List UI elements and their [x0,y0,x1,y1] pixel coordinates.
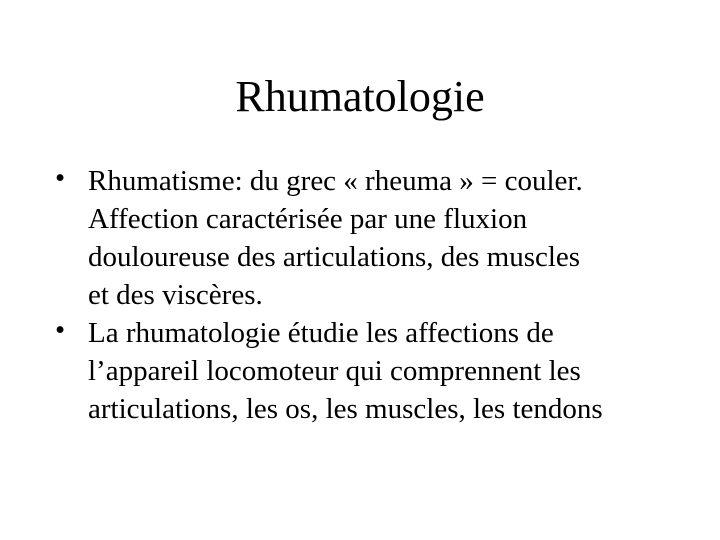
bullet-text-line: l’appareil locomoteur qui comprennent les [88,355,581,387]
bullet-item-rhumatisme [55,162,695,314]
bullet-text-line: Affection caractérisée par une fluxion [88,203,528,235]
bullet-item-rhumatologie [55,314,695,428]
bullet-text-line: douloureuse des articulations, des muscles [88,241,581,273]
bullet-marker: • [55,162,66,194]
slide-title: Rhumatologie [235,72,485,121]
bullet-text-line: La rhumatologie étudie les affections de [88,317,554,349]
bullet-text-line: articulations, les os, les muscles, les tendons [88,393,603,425]
bullet-marker: • [55,314,66,346]
bullet-text-line: Rhumatisme: du grec « rheuma » = couler. [88,165,583,197]
bullet-text-line: et des viscères. [88,279,263,311]
bullet-list [55,162,695,428]
